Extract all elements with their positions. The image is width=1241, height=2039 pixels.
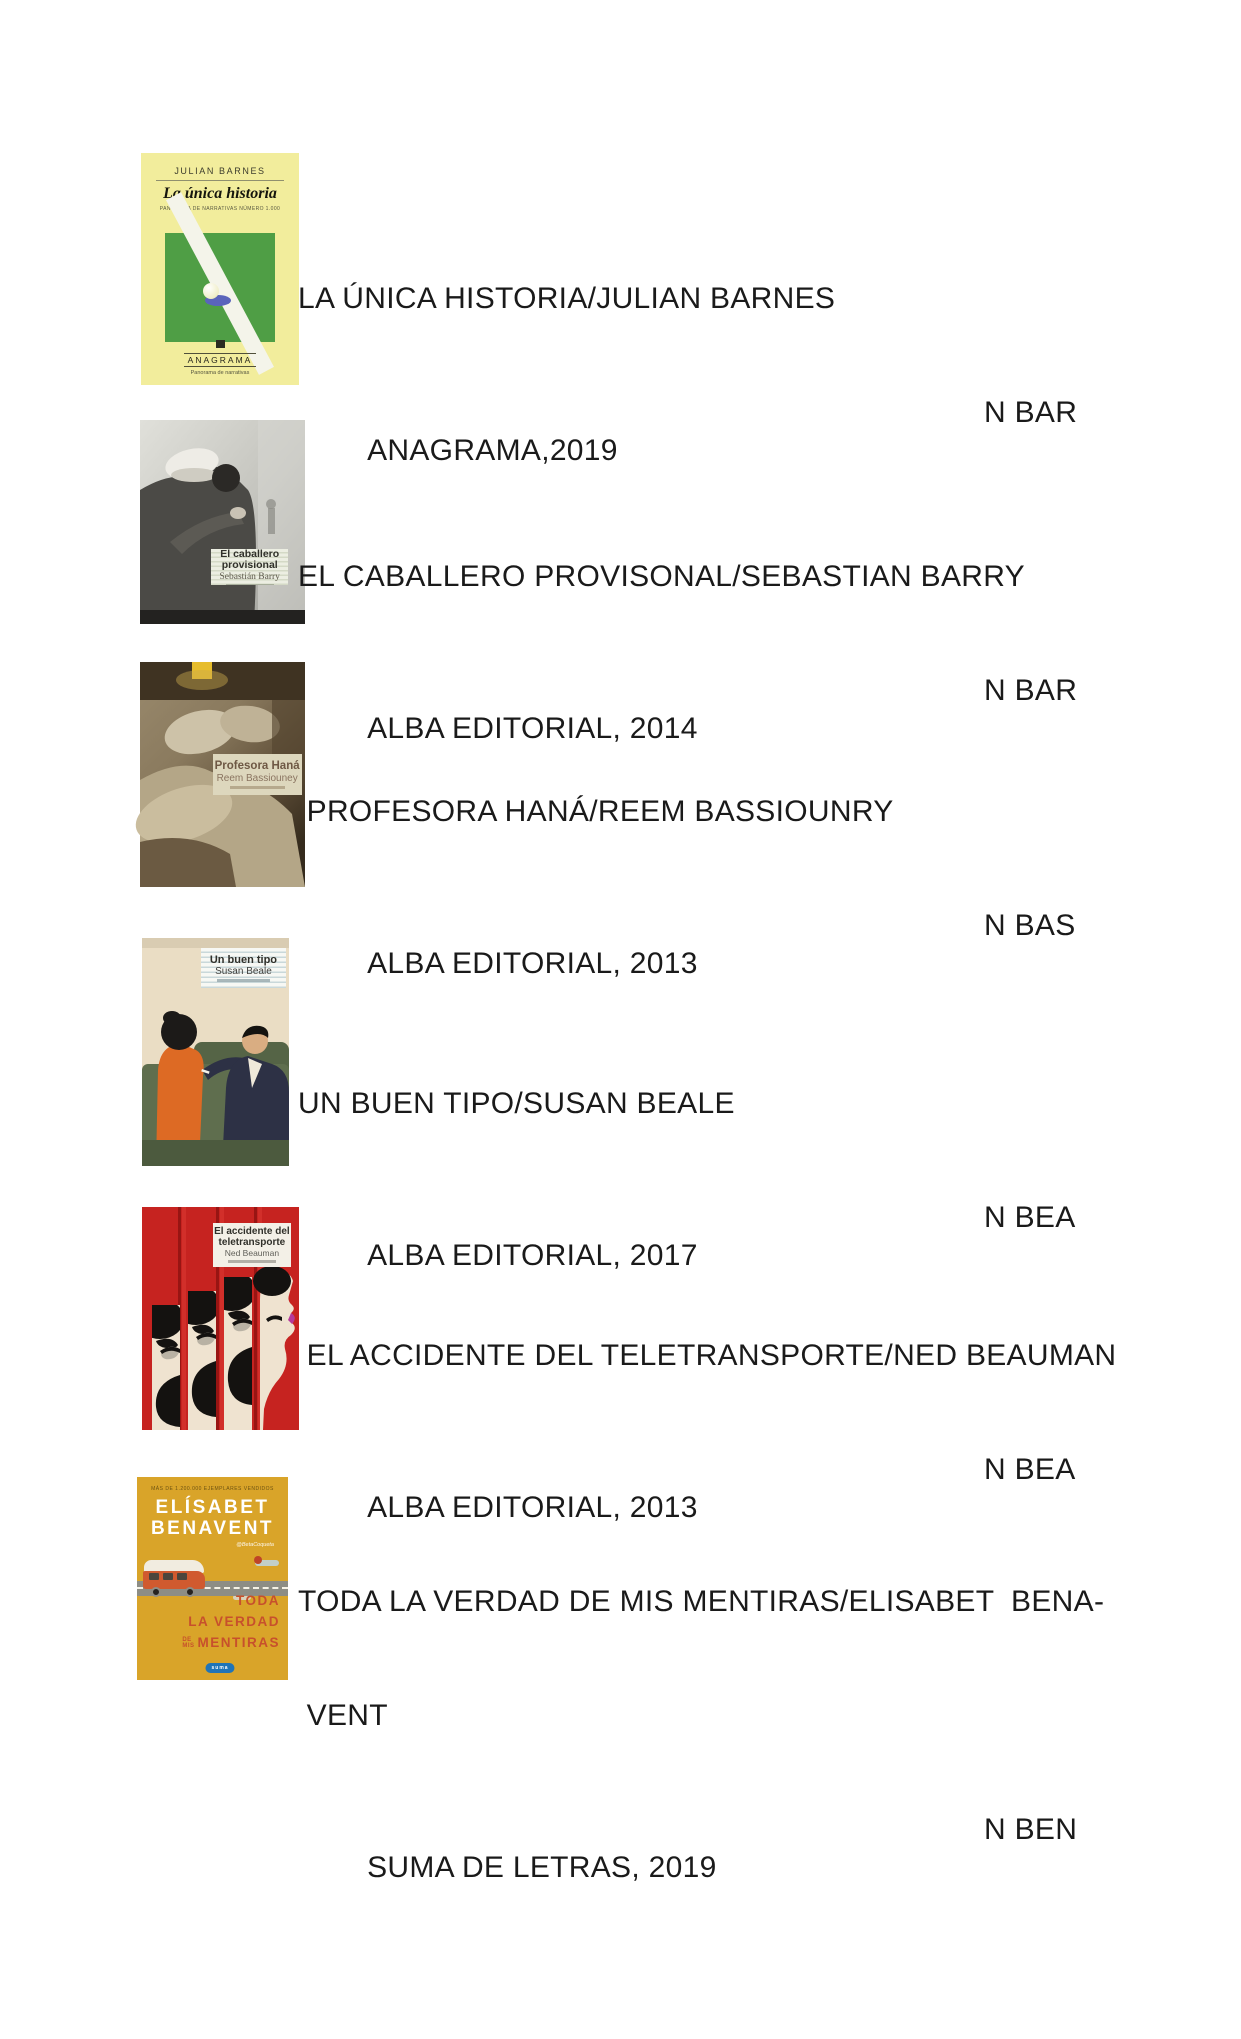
cover-title-word1: TODA (235, 1592, 280, 1608)
call-number: N BEA (984, 1201, 1076, 1234)
cover-title: Profesora Haná (214, 760, 300, 773)
cover-title: El caballero (220, 547, 280, 560)
van-window (163, 1573, 173, 1580)
cover-label (213, 754, 302, 795)
entry-title: UN BUEN TIPO/SUSAN BEALE (298, 1087, 735, 1120)
cover-author (137, 1498, 288, 1540)
van-body (143, 1571, 205, 1589)
suma-logo: suma (206, 1663, 235, 1673)
book-cover-un-buen-tipo (142, 938, 289, 1166)
cover-author: Sebastián Barry (219, 571, 280, 582)
van-window (149, 1573, 159, 1580)
entry-6-text (298, 1507, 1118, 2039)
cover-author-line2: BENAVENT (150, 1517, 275, 1539)
bw-embrace-photo (140, 420, 305, 624)
cover-author-line1: ELÍSABET (155, 1497, 270, 1518)
publisher-logo-text: ANAGRAMA (184, 353, 257, 367)
book-cover-el-accidente-del-teletransporte (142, 1207, 299, 1430)
cover-title: La única historia (163, 185, 277, 202)
cover-title-small-words: DE MIS (182, 1636, 195, 1649)
entry-title: LA ÚNICA HISTORIA/JULIAN BARNES (298, 282, 836, 315)
imprint-line (217, 979, 270, 982)
call-number: N BAR (984, 396, 1078, 429)
entry-publisher: ALBA EDITORIAL, 2013 (367, 947, 698, 980)
van-wheel (151, 1587, 161, 1597)
entry-publisher: ALBA EDITORIAL, 2017 (367, 1239, 698, 1272)
cover-title: Un buen tipo (209, 954, 278, 967)
book-cover-el-caballero-provisional (140, 420, 305, 624)
call-number: N BAR (984, 674, 1078, 707)
book-cover-profesora-hana (140, 662, 305, 887)
call-number: N BAS (984, 909, 1076, 942)
tennis-court-illustration (165, 233, 275, 342)
imprint-line (230, 786, 285, 789)
cover-sales-line: MÁS DE 1.200.000 EJEMPLARES VENDIDOS (151, 1486, 274, 1492)
publisher-tagline: Panorama de narrativas (190, 370, 250, 376)
imprint-line (226, 584, 274, 586)
entry-title: PROFESORA HANÁ/REEM BASSIOUNRY (298, 795, 894, 828)
book-cover-la-unica-historia (141, 153, 299, 385)
cover-label (211, 549, 289, 586)
cover-author: Ned Beauman (224, 1248, 280, 1259)
divider (156, 180, 284, 181)
cover-title-line2: teletransporte (218, 1237, 286, 1249)
publisher-block (141, 340, 299, 376)
entry-publisher: SUMA DE LETRAS, 2019 (367, 1851, 717, 1884)
cover-title-word3: MENTIRAS (197, 1634, 280, 1650)
cover-title: El accidente del (214, 1226, 290, 1238)
cover-social-handle: @BetaCoqueta (236, 1541, 274, 1548)
call-number: N BEA (984, 1453, 1076, 1486)
entry-publisher-row (298, 1811, 1118, 1963)
anagrama-logo-icon (216, 340, 225, 348)
entry-title: TODA LA VERDAD DE MIS MENTIRAS/ELISABET BENA- (298, 1585, 1105, 1618)
entry-title: EL CABALLERO PROVISONAL/SEBASTIAN BARRY (298, 560, 1025, 593)
tennis-ball (203, 283, 219, 299)
entry-publisher: ALBA EDITORIAL, 2014 (367, 712, 698, 745)
cover-author: Reem Bassiouney (216, 772, 298, 784)
book-cover-toda-la-verdad-de-mis-mentiras (137, 1477, 288, 1680)
cover-title-line2: provisional (221, 559, 278, 572)
cover-author: JULIAN BARNES (174, 166, 266, 176)
call-number: N BEN (984, 1813, 1078, 1846)
entry-publisher: ANAGRAMA,2019 (367, 434, 618, 467)
cover-label (201, 948, 286, 988)
van-window (177, 1573, 187, 1580)
cover-title-word2: LA VERDAD (188, 1613, 280, 1629)
cover-label (213, 1223, 292, 1268)
cover-title (182, 1591, 280, 1654)
cover-author: Susan Beale (215, 966, 272, 978)
entry-title-continued: VENT (298, 1699, 388, 1732)
entry-publisher: ALBA EDITORIAL, 2013 (367, 1491, 698, 1524)
cover-title-word3-row (182, 1633, 280, 1654)
cover-subtitle: PANORAMA DE NARRATIVAS NÚMERO 1.000 (159, 206, 281, 212)
imprint-line (228, 1260, 277, 1263)
entry-title: EL ACCIDENTE DEL TELETRANSPORTE/NED BEAUMAN (298, 1339, 1117, 1372)
